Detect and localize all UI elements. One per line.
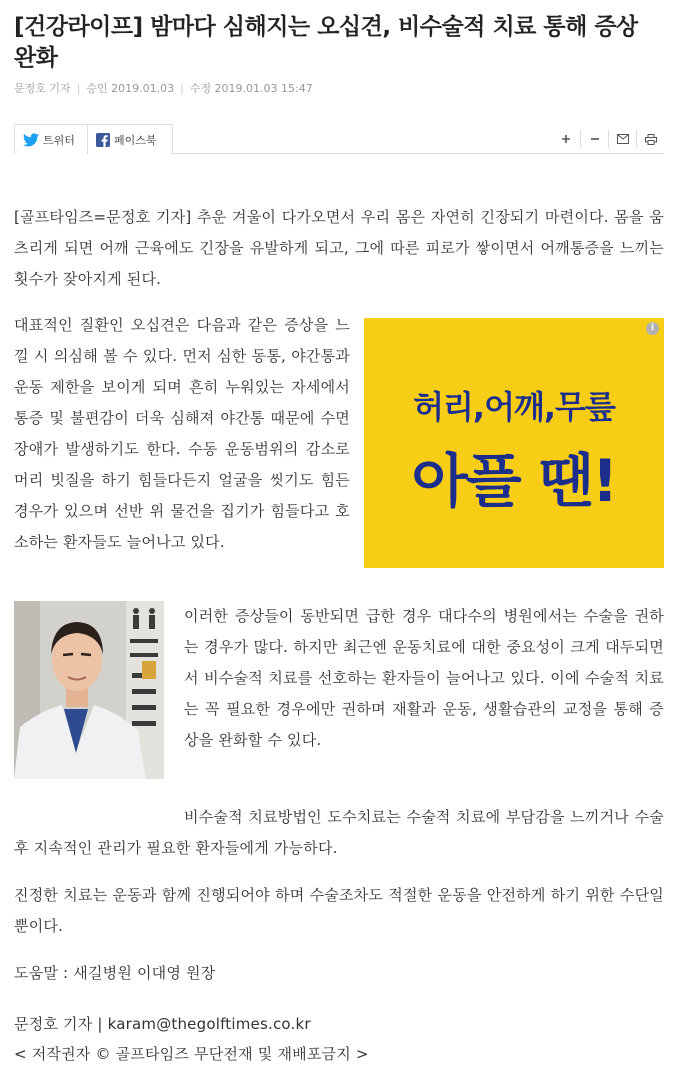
author-name: 문정호 기자: [14, 82, 71, 95]
plus-icon: [561, 134, 571, 144]
email-button[interactable]: [608, 130, 636, 148]
article-tools: [552, 130, 664, 148]
twitter-share-button[interactable]: [14, 124, 88, 154]
advertisement-banner[interactable]: [364, 318, 664, 568]
mail-icon: [617, 134, 629, 144]
print-icon: [645, 134, 657, 145]
meta-divider: |: [180, 82, 184, 95]
share-toolbar: [14, 124, 664, 154]
modified-date: 수정 2019.01.03 15:47: [189, 82, 313, 95]
article-title: [건강라이프] 밤마다 심해지는 오십견, 비수술적 치료 통해 증상 완화: [14, 14, 638, 71]
article-meta: [14, 80, 313, 96]
article-paragraph: 대표적인 질환인 오십견은 다음과 같은 증상을 느낄 시 의심해 볼 수 있다. 먼저 심한 동통, 야간통과 운동 제한을 보이게 되며 흔히 누워있는 자세에서 통증 및 불편감이 더욱 심해져 야간통 때문에 수면장애가 발생하기도 한다. 수동 운동범위의 감소로 머리 빗질을 하기 힘들다든지 얼굴을 씻기도 힘든 경우가 있으며 선반 위 물건을 집기가 힘들다고 호소하는 환자들도 늘어나고 있다.: [14, 316, 350, 551]
ad-tagline: 아플 땐!: [411, 447, 617, 515]
facebook-share-button[interactable]: [87, 124, 173, 154]
copyright-notice: < 저작권자 © 골프타임즈 무단전재 및 재배포금지 >: [14, 1045, 369, 1063]
print-button[interactable]: [636, 130, 664, 148]
advisor-credit: 도움말 : 새길병원 이대영 원장: [14, 964, 216, 982]
ad-info-icon[interactable]: i: [646, 322, 659, 335]
minus-icon: [590, 134, 600, 144]
facebook-share-label: 페이스북: [114, 133, 157, 147]
article-paragraph: 진정한 치료는 운동과 함께 진행되어야 하며 수술조차도 적절한 운동을 안전하게 하기 위한 수단일 뿐이다.: [14, 886, 664, 935]
twitter-share-label: 트위터: [43, 133, 75, 147]
facebook-icon: [96, 133, 110, 147]
article-paragraph: 비수술적 치료방법인 도수치료는 수술적 치료에 부담감을 느끼거나 수술 후 지속적인 관리가 필요한 환자들에게 가능하다.: [14, 808, 664, 857]
font-increase-button[interactable]: [552, 130, 580, 148]
doctor-photo: [14, 601, 164, 779]
article-paragraph: [골프타임즈=문정호 기자] 추운 겨울이 다가오면서 우리 몸은 자연히 긴장되기 마련이다. 몸을 움츠리게 되면 어깨 근육에도 긴장을 유발하게 되고, 그에 따른 피로가 쌓이면서 어깨통증을 느끼는 횟수가 잦아지게 된다.: [14, 208, 664, 288]
meta-divider: |: [76, 82, 81, 95]
reporter-byline: 문정호 기자 | karam@thegolftimes.co.kr: [14, 1015, 311, 1033]
approved-date: 승인 2019.01.03: [86, 82, 175, 95]
font-decrease-button[interactable]: [580, 130, 608, 148]
doctor-photo-illustration: [14, 601, 164, 779]
article-paragraph: 이러한 증상들이 동반되면 급한 경우 대다수의 병원에서는 수술을 권하는 경우가 많다. 하지만 최근엔 운동치료에 대한 중요성이 크게 대두되면서 비수술적 치료를 선호하는 환자들이 늘어나고 있다. 이에 수술적 치료는 꼭 필요한 경우에만 권하며 재활과 운동, 생활습관의 교정을 통해 증상을 완화할 수 있다.: [184, 607, 664, 749]
ad-headline: 허리,어깨,무릎: [413, 388, 615, 426]
twitter-icon: [23, 133, 39, 147]
